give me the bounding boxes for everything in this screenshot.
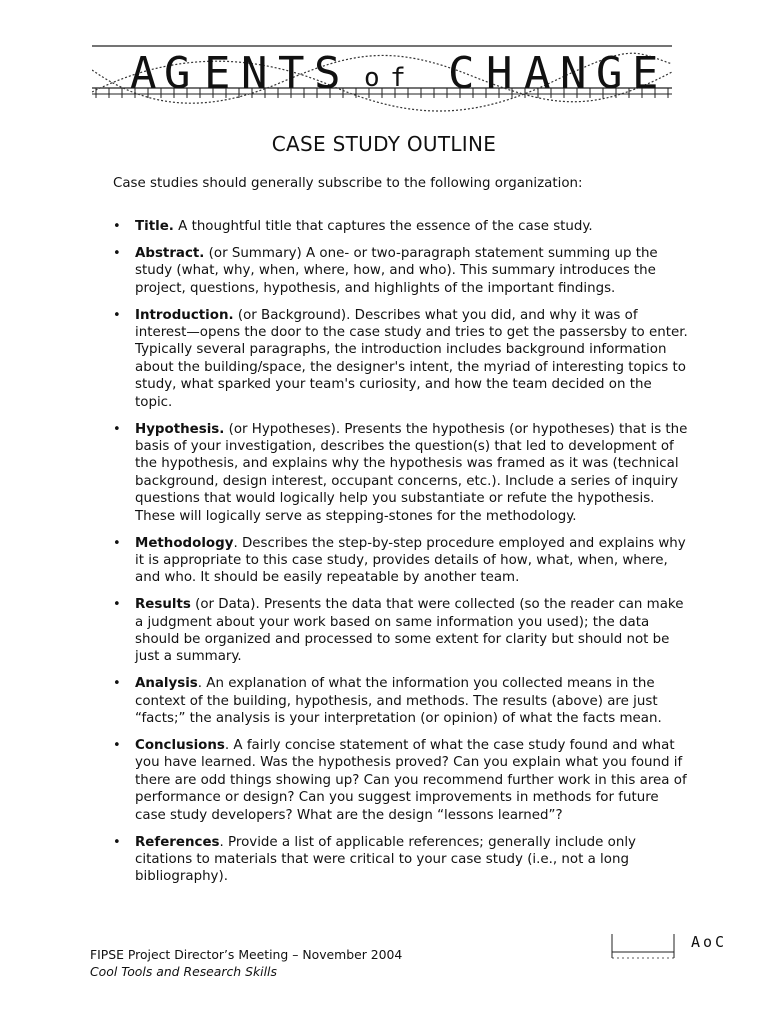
banner-letter: f: [390, 63, 406, 93]
banner-letter: H: [486, 48, 513, 99]
banner-letter: E: [632, 48, 659, 99]
outline-item-text: (or Data). Presents the data that were collected (so the reader can make a judgment about your work based on same information you used); the data should be organized and processed to some extent for clarity but should not be just a summary.: [135, 597, 684, 665]
agents-of-change-banner: [92, 42, 672, 116]
outline-item-text: . Describes the step-by-step procedure employed and explains why it is appropriate to this case study, provides details of how, what, when, where, and who. It should be easily repeatable by another team.: [135, 535, 686, 586]
banner-letter: C: [448, 48, 475, 99]
bullet-icon: •: [113, 834, 121, 850]
banner-letter: N: [560, 48, 587, 99]
banner-letter: S: [314, 48, 341, 99]
banner-letter: T: [278, 48, 305, 99]
outline-item: [113, 834, 693, 886]
aoc-logo-graphic: [610, 932, 676, 962]
bullet-icon: •: [113, 676, 121, 692]
bullet-icon: •: [113, 307, 121, 323]
banner-letter: o: [364, 63, 380, 93]
outline-item-text: (or Summary) A one- or two-paragraph statement summing up the study (what, why, when, where, how, and who). This summary introduces the project, questions, hypothesis, and highlights of the important findings.: [135, 245, 658, 296]
outline-item-term: References: [135, 834, 220, 850]
bullet-icon: •: [113, 421, 121, 437]
outline-item-term: Title.: [135, 219, 174, 234]
banner-letter: A: [130, 48, 157, 99]
outline-item-text: . A fairly concise statement of what the case study found and what you have learned. Was the hypothesis proved? Can you explain what you found if there are odd things showing up? Can you recommend further work in this area of performance or design? Can you suggest improvements in methods for future case study developers? What are the design “lessons learned”?: [135, 738, 687, 823]
banner-letter: N: [241, 48, 268, 99]
outline-item-text: (or Hypotheses). Presents the hypothesis (or hypotheses) that is the basis of your investigation, describes the question(s) that led to development of the hypothesis, and explains why the hypothesis was framed as it was (technical background, design interest, occupant concerns, etc.). Include a series of inquiry questions that would logically help you substantiate or refute the hypothesis. These will logically serve as stepping-stones for the methodology.: [135, 421, 688, 524]
footer: [90, 946, 402, 980]
banner-letter: E: [204, 48, 231, 99]
outline-item-text: . Provide a list of applicable references; generally include only citations to materials that were critical to your case study (i.e., not a long bibliography).: [135, 834, 636, 885]
aoc-logo-text: AoC: [690, 933, 728, 951]
outline-item: [113, 535, 693, 587]
outline-item-text: (or Background). Describes what you did, and why it was of interest—opens the door to the case study and tries to get the passersby to enter. Typically several paragraphs, the introduction includes background information about the building/space, the designer's intent, the myriad of interesting topics to study, what sparked your team's curiosity, and how the team decided on the topic.: [135, 307, 688, 410]
outline-item: [113, 218, 693, 235]
intro-paragraph: Case studies should generally subscribe to the following organization:: [113, 176, 583, 191]
banner-letter: G: [164, 48, 191, 99]
bullet-icon: •: [113, 219, 121, 234]
bullet-icon: •: [113, 245, 121, 261]
outline-item-term: Abstract.: [135, 245, 205, 261]
outline-item-term: Introduction.: [135, 307, 234, 323]
outline-item-term: Conclusions: [135, 738, 225, 754]
outline-item: [113, 421, 693, 525]
outline-item-term: Methodology: [135, 535, 234, 551]
outline-item-term: Analysis: [135, 676, 198, 692]
banner-wordmark: [92, 44, 672, 104]
outline-item-term: Hypothesis.: [135, 421, 225, 437]
outline-item-term: Results: [135, 597, 191, 613]
footer-subtitle: Cool Tools and Research Skills: [90, 964, 277, 979]
outline-item: [113, 675, 693, 727]
bullet-icon: •: [113, 738, 121, 754]
bullet-icon: •: [113, 597, 121, 613]
footer-meeting-line: FIPSE Project Director’s Meeting – November 2004: [90, 947, 403, 962]
aoc-logo: [610, 932, 728, 962]
bullet-icon: •: [113, 535, 121, 551]
outline-item: [113, 307, 693, 411]
outline-item-text: A thoughtful title that captures the essence of the case study.: [173, 219, 593, 234]
outline-list: [113, 218, 693, 895]
outline-item: [113, 737, 693, 824]
banner-letter: A: [524, 48, 551, 99]
banner-letter: G: [596, 48, 623, 99]
outline-item: [113, 596, 693, 666]
outline-item: [113, 245, 693, 297]
page-title: CASE STUDY OUTLINE: [271, 132, 497, 156]
outline-item-text: . An explanation of what the information you collected means in the context of the building, hypothesis, and methods. The results (above) are just “facts;” the analysis is your interpretation (or opinion) of what the facts mean.: [135, 676, 662, 727]
